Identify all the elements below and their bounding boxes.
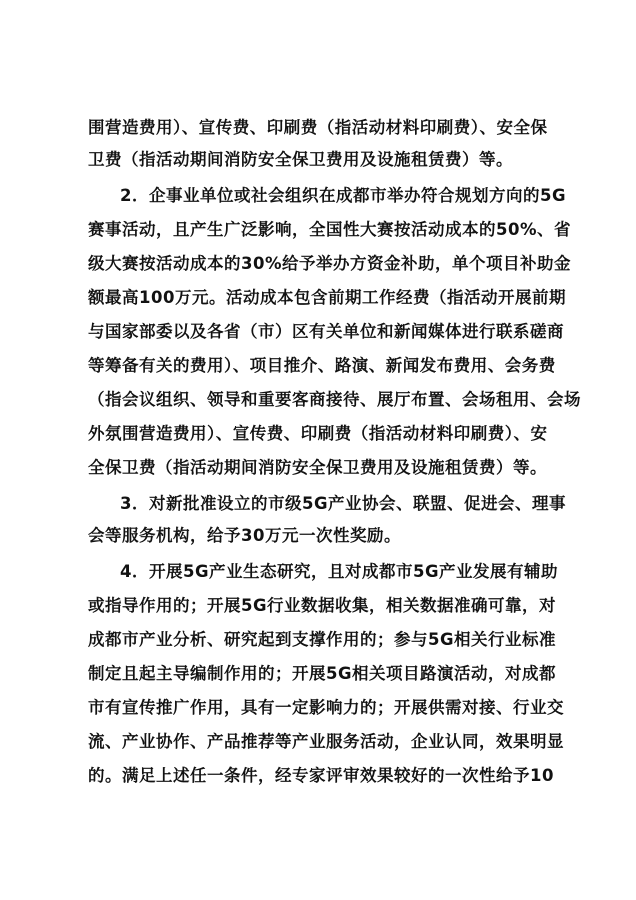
text-line: 赛事活动，且产生广泛影响，全国性大赛按活动成本的50%、省	[88, 220, 571, 239]
text-line: 外氛围营造费用）、宣传费、印刷费（指活动材料印刷费）、安	[88, 424, 548, 443]
text-line: 与国家部委以及各省（市）区有关单位和新闻媒体进行联系磋商	[88, 322, 564, 341]
text-line: 2．企事业单位或社会组织在成都市举办符合规划方向的5G	[120, 186, 567, 205]
text-line: 3．对新批准设立的市级5G产业协会、联盟、促进会、理事	[120, 494, 567, 513]
text-line: 的。满足上述任一条件，经专家评审效果较好的一次性给予10	[88, 766, 554, 785]
text-line: 级大赛按活动成本的30%给予举办方资金补助，单个项目补助金	[88, 254, 571, 273]
text-line: 额最高100万元。活动成本包含前期工作经费（指活动开展前期	[88, 288, 566, 307]
text-line: 卫费（指活动期间消防安全保卫费用及设施租赁费）等。	[88, 150, 513, 169]
text-line: 全保卫费（指活动期间消防安全保卫费用及设施租赁费）等。	[88, 458, 547, 477]
text-line: 会等服务机构，给予30万元一次性奖励。	[88, 526, 401, 545]
text-line: 制定且起主导编制作用的；开展5G相关项目路演活动，对成都	[88, 664, 557, 683]
text-line: 成都市产业分析、研究起到支撑作用的；参与5G相关行业标准	[88, 630, 557, 649]
text-line: 或指导作用的；开展5G行业数据收集，相关数据准确可靠，对	[88, 596, 557, 615]
text-line: （指会议组织、领导和重要客商接待、展厅布置、会场租用、会场	[88, 390, 581, 409]
text-line: 等筹备有关的费用）、项目推介、路演、新闻发布费用、会务费	[88, 356, 556, 375]
text-line: 4．开展5G产业生态研究，且对成都市5G产业发展有辅助	[120, 562, 559, 581]
text-line: 流、产业协作、产品推荐等产业服务活动，企业认同，效果明显	[88, 732, 564, 751]
text-line: 市有宣传推广作用，具有一定影响力的；开展供需对接、行业交	[88, 698, 564, 717]
text-line: 围营造费用）、宣传费、印刷费（指活动材料印刷费）、安全保	[88, 118, 548, 137]
